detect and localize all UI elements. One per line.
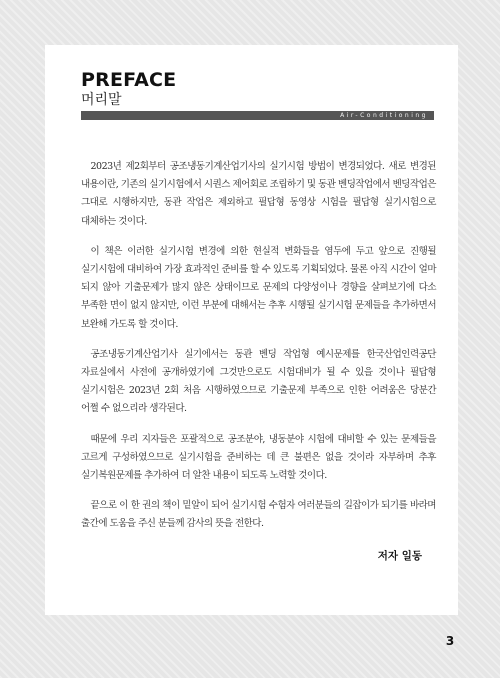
paragraph: 끝으로 이 한 권의 책이 밑알이 되어 실기시험 수험자 여러분들의 길잡이가 되기를 바라며 출간에 도움을 주신 분들께 감사의 뜻을 전한다. — [81, 500, 436, 530]
author-signature: 저자 일동 — [377, 550, 422, 562]
paragraph: 2023년 제2회부터 공조냉동기계산업기사의 실기시험 방법이 변경되었다. 새로 변경된 내용이란, 기존의 실기시험에서 시퀀스 제어회로 조립하기 및 동관 벤딩작업에서 벤딩작업은 그대로 시행하지만, 동관 작업은 제외하고 필답형 동영상 시험을 필답형 실기시험으로 대체하는 것이다. — [81, 161, 436, 227]
paragraph: 때문에 우리 지자들은 포괄적으로 공조분야, 냉동분야 시험에 대비할 수 있는 문제들을 고르게 구성하였으므로 실기시험을 준비하는 데 큰 불편은 없을 것이라 자부하며 추후 실기복원문제를 추가하여 더 알찬 내용이 되도록 노력할 것이다. — [81, 433, 436, 482]
header-band — [81, 111, 434, 120]
page-subtitle: 머리말 — [81, 92, 122, 108]
page-number: 3 — [445, 634, 455, 648]
preface-body — [81, 158, 436, 546]
page-title: PREFACE — [81, 69, 177, 91]
header-band-label: Air-Conditioning — [340, 112, 428, 119]
paragraph: 공조냉동기계산업기사 실기에서는 동관 벤딩 작업형 예시문제를 한국산업인력공단 자료실에서 사전에 공개하였기에 그것만으로도 시험대비가 될 수 있을 것이나 필답형 실기시험은 2023년 2회 처음 시행하였으므로 기출문제 부족으로 인한 어려움은 당분간 어쩔 수 없으리라 생각된다. — [81, 348, 436, 415]
paragraph: 이 책은 이러한 실기시험 변경에 의한 현실적 변화들을 염두에 두고 앞으로 진행될 실기시험에 대비하여 가장 효과적인 준비를 할 수 있도록 기획되었다. 물론 아직 시간이 얼마 되지 않아 기출문제가 많지 않은 상태이므로 문제의 다양성이나 경향을 살펴보기에 다소 부족한 면이 없지 않지만, 이런 부분에 대해서는 추후 시행될 실기시험 문제들을 추가하면서 보완해 가도록 할 것이다. — [81, 245, 436, 330]
page-sheet — [45, 45, 458, 615]
